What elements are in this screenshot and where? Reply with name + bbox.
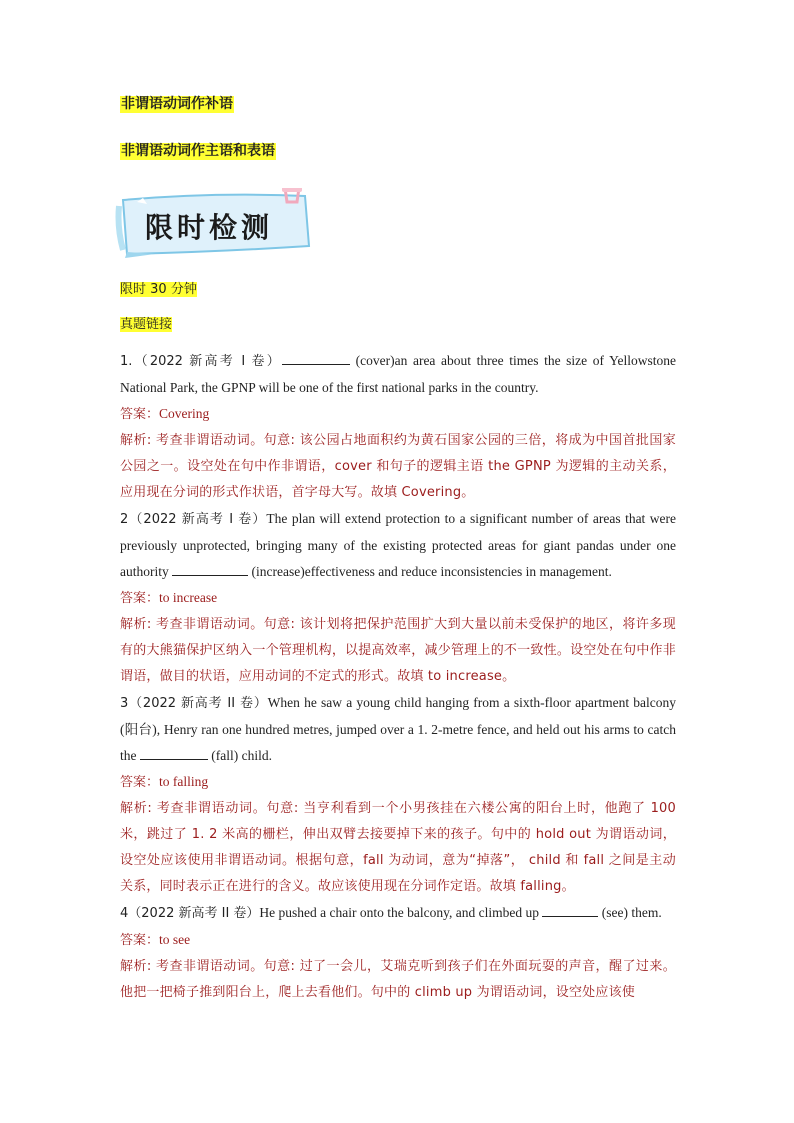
answer-3: 答案：to falling [120, 774, 209, 790]
question-3: 3（2022 新高考 II 卷）When he saw a young child hanging from a sixth-floor apartment balcony (阳台), Henry ran one hundred metres, jumped over a 1. 2-metre fence, and held out his arms to catch the (fall) child. [120, 695, 676, 763]
explanation-4: 解析: 考查非谓语动词。句意: 过了一会儿，艾瑞克听到孩子们在外面玩耍的声音，醒了过来。他把一把椅子推到阳台上，爬上去看他们。句中的 climb up 为谓语动词，设空处应该使 [120, 959, 676, 1000]
explanation-3: 解析: 考查非谓语动词。句意: 当亨利看到一个小男孩挂在六楼公寓的阳台上时，他跑了 100 米，跳过了 1. 2 米高的栅栏，伸出双臂去接要掉下来的孩子。句中的 hold out 为谓语动词，设空处应该使用非谓语动词。根据句意，fall 为动词，意为“掉落”， child 和 fall 之间是主动关系，同时表示正在进行的含义。故应该使用现在分词作定语。故填 falling。 [120, 801, 676, 894]
heading-subject-predicative: 非谓语动词作主语和表语 [121, 143, 275, 159]
heading-complement: 非谓语动词作补语 [121, 96, 233, 112]
question-list [120, 348, 676, 1006]
time-limit: 限时 30 分钟 [120, 282, 197, 297]
answer-blank [172, 563, 248, 576]
banner-title: 限时检测 [145, 211, 274, 244]
answer-blank [282, 352, 350, 365]
answer-blank [140, 747, 208, 760]
question-4: 4（2022 新高考 II 卷）He pushed a chair onto the balcony, and climbed up (see) them. [120, 905, 662, 921]
question-1: 1.（2022 新高考 I 卷） (cover)an area about three times the size of Yellowstone National Park, the GPNP will be one of the first national parks in the country. [120, 353, 676, 395]
timed-test-banner [115, 188, 315, 260]
answer-2: 答案：to increase [120, 590, 218, 606]
explanation-1: 解析: 考查非谓语动词。句意: 该公园占地面积约为黄石国家公园的三倍，将成为中国首批国家公园之一。设空处在句中作非谓语，cover 和句子的逻辑主语 the GPNP 为逻辑的主动关系，应用现在分词的形式作状语，首字母大写。故填 Covering。 [120, 433, 676, 500]
question-2: 2（2022 新高考 I 卷）The plan will extend protection to a significant number of areas that were previously unprotected, bringing many of the existing protected areas for giant pandas under one authority (increase)effectiveness and reduce inconsistencies in management. [120, 511, 676, 579]
answer-1: 答案：Covering [120, 406, 210, 422]
answer-blank [542, 904, 598, 917]
explanation-2: 解析: 考查非谓语动词。句意: 该计划将把保护范围扩大到大量以前未受保护的地区，将许多现有的大熊猫保护区纳入一个管理机构，以提高效率，减少管理上的不一致性。设空处在句中作非谓语，做目的状语，应用动词的不定式的形式。故填 to increase。 [120, 617, 676, 684]
answer-4: 答案：to see [120, 932, 191, 948]
section-label: 真题链接 [120, 317, 173, 332]
